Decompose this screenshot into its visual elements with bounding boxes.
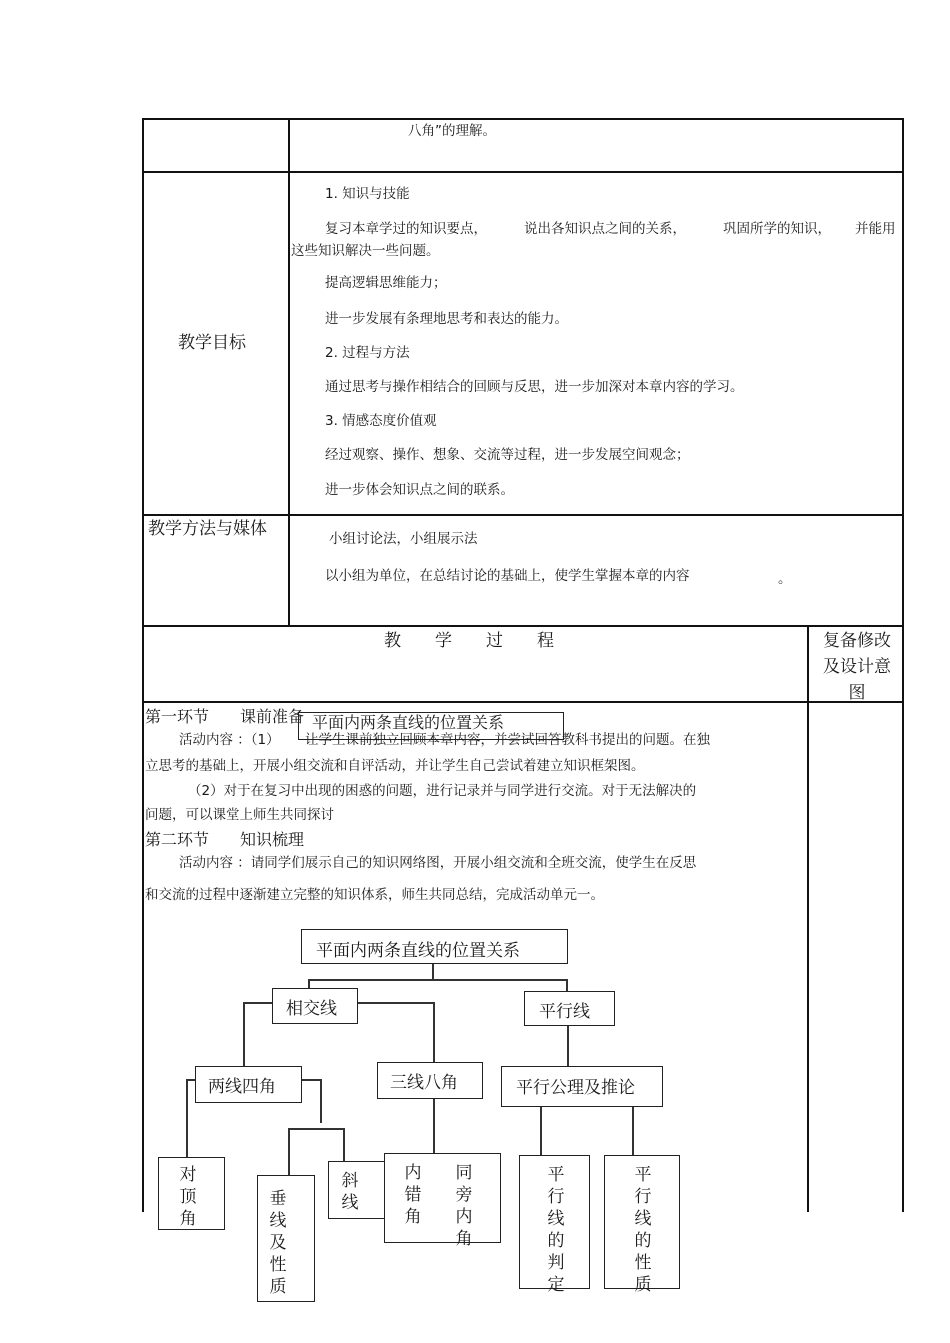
parallel-node-label: 平行线	[539, 1002, 590, 1022]
objective-k1-text-b: 说出各知识点之间的关系，	[524, 221, 686, 237]
same-side-label: 同旁内角	[455, 1163, 473, 1249]
section2-p1-b: 和交流的过程中逐渐建立完整的知识体系，师生共同总结，完成活动单元一。	[145, 887, 604, 903]
par-prop-label: 平行线的性质	[634, 1165, 652, 1295]
section1-p1-c: 立思考的基础上，开展小组交流和自评活动，并让学生自己尝试着建立知识框架图。	[145, 758, 645, 774]
section1-p1-b: 让学生课前独立回顾本章内容，并尝试回答教科书提出的问题。在独	[305, 732, 710, 748]
objective-k3-p2: 进一步体会知识点之间的联系。	[325, 482, 514, 498]
section1-p2-a: （2）对于在复习中出现的困惑的问题，进行记录并与同学进行交流。对于无法解决的	[188, 783, 697, 799]
process-header: 教 学 过 程	[384, 631, 554, 651]
objective-k1-title: 1. 知识与技能	[325, 186, 410, 202]
objective-k1-text-d: 并能用	[855, 221, 896, 237]
row1-text: 八角”的理解。	[408, 123, 496, 139]
three-lines-node-label: 三线八角	[390, 1073, 458, 1093]
two-lines-node-label: 两线四角	[208, 1077, 276, 1097]
objective-k1-p2: 提高逻辑思维能力；	[325, 275, 447, 291]
oblique-label: 斜线	[341, 1171, 359, 1213]
objective-k1-p3: 进一步发展有条理地思考和表达的能力。	[325, 311, 568, 327]
objective-k3-p1: 经过观察、操作、想象、交流等过程，进一步发展空间观念；	[325, 447, 690, 463]
objective-k2-p1: 通过思考与操作相结合的回顾与反思，进一步加深对本章内容的学习。	[325, 379, 744, 395]
method-line1: 小组讨论法，小组展示法	[329, 531, 478, 547]
objective-k3-title: 3. 情感态度价值观	[325, 413, 437, 429]
perpendicular-label: 垂线及性质	[269, 1189, 287, 1297]
section1-title-a: 第一环节	[145, 707, 210, 726]
objective-k2-title: 2. 过程与方法	[325, 345, 410, 361]
objective-k1-text-c: 巩固所学的知识，	[723, 221, 831, 237]
method-line2: 以小组为单位，在总结讨论的基础上，使学生掌握本章的内容	[325, 568, 690, 584]
method-label: 教学方法与媒体	[148, 519, 267, 539]
section1-p2-b: 问题，可以课堂上师生共同探讨	[145, 807, 334, 823]
objective-k1-text-e: 这些知识解决一些问题。	[291, 243, 440, 259]
vertical-angles-label: 对顶角	[179, 1165, 197, 1229]
overlay-title: 平面内两条直线的位置关系	[312, 713, 505, 732]
objectives-label: 教学目标	[178, 333, 246, 353]
section2-title-b: 知识梳理	[240, 830, 305, 849]
alt-corr-label: 内错角	[404, 1163, 422, 1227]
side-header: 复备修改及设计意图	[823, 631, 891, 703]
section1-title-b: 课前准备	[240, 707, 305, 726]
parallel-axiom-node-label: 平行公理及推论	[516, 1078, 635, 1098]
root-node-label: 平面内两条直线的位置关系	[316, 941, 520, 961]
objective-k1-text-a: 复习本章学过的知识要点，	[325, 221, 487, 237]
section2-title-a: 第二环节	[145, 830, 210, 849]
method-line2-end: 。	[778, 571, 792, 587]
section2-p1-a: 活动内容 ：请同学们展示自己的知识网络图，开展小组交流和全班交流，使学生在反思	[179, 855, 697, 871]
intersect-node-label: 相交线	[286, 999, 337, 1019]
section1-p1-a: 活动内容 ：（1）	[179, 732, 280, 748]
par-judge-label: 平行线的判定	[547, 1165, 565, 1295]
